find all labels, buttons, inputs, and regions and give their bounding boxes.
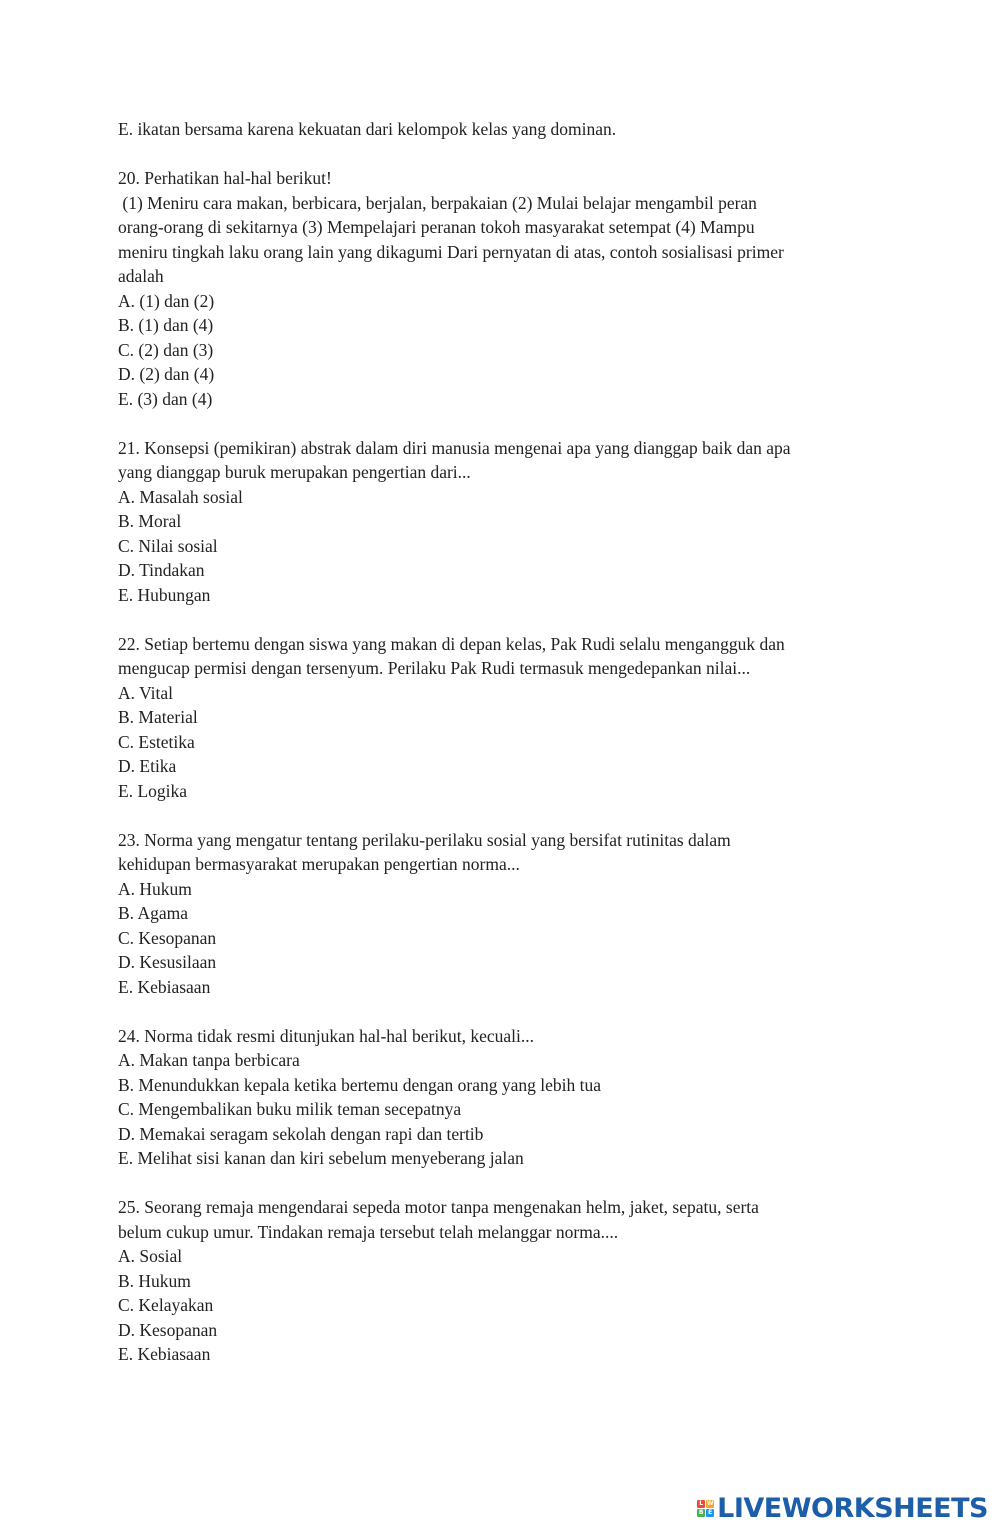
option-a[interactable]: A. Vital bbox=[118, 682, 174, 703]
question-text-line: meniru tingkah laku orang lain yang dikagumi Dari pernyatan di atas, contoh sosialisasi primer bbox=[118, 241, 784, 262]
logo-block: B bbox=[698, 1509, 704, 1516]
option-b[interactable]: B. Hukum bbox=[118, 1270, 191, 1291]
option-d[interactable]: D. Kesopanan bbox=[118, 1319, 218, 1340]
option-c[interactable]: C. Kesopanan bbox=[118, 927, 217, 948]
option-a[interactable]: A. Sosial bbox=[118, 1246, 183, 1266]
option-a[interactable]: A. Hukum bbox=[118, 878, 192, 899]
option-a[interactable]: A. (1) dan (2) bbox=[118, 290, 215, 311]
question-text-line: 24. Norma tidak resmi ditunjukan hal-hal berikut, kecuali... bbox=[118, 1025, 535, 1046]
question-text-line: adalah bbox=[118, 266, 164, 286]
option-a[interactable]: A. Makan tanpa berbicara bbox=[118, 1050, 300, 1070]
question-text-line: belum cukup umur. Tindakan remaja tersebut telah melanggar norma.... bbox=[118, 1221, 619, 1242]
question-text-line: 21. Konsepsi (pemikiran) abstrak dalam diri manusia mengenai apa yang dianggap baik dan apa bbox=[118, 437, 791, 458]
question-text-line: orang-orang di sekitarnya (3) Mempelajari peranan tokoh masyarakat setempat (4) Mampu bbox=[118, 217, 755, 237]
logo-block: W bbox=[706, 1500, 714, 1507]
option-d[interactable]: D. Tindakan bbox=[118, 560, 205, 580]
logo-text: LIVEWORKSHEETS bbox=[717, 1493, 988, 1524]
logo-block: L bbox=[697, 1500, 705, 1508]
option-b[interactable]: B. Material bbox=[118, 707, 198, 727]
question-text-line: (1) Meniru cara makan, berbicara, berjalan, berpakaian (2) Mulai belajar mengambil peran bbox=[118, 192, 757, 213]
question-24 bbox=[118, 1024, 888, 1171]
question-text-line: 22. Setiap bertemu dengan siswa yang makan di depan kelas, Pak Rudi selalu mengangguk dan bbox=[118, 633, 785, 654]
option-c[interactable]: C. Nilai sosial bbox=[118, 535, 218, 556]
option-e[interactable]: E. Hubungan bbox=[118, 584, 211, 605]
intro-block bbox=[118, 117, 888, 142]
option-b[interactable]: B. Agama bbox=[118, 903, 188, 923]
question-21 bbox=[118, 436, 888, 608]
question-text-line: 20. Perhatikan hal-hal berikut! bbox=[118, 168, 332, 188]
logo-blocks-icon bbox=[697, 1500, 714, 1517]
question-23 bbox=[118, 828, 888, 1000]
option-b[interactable]: B. Menundukkan kepala ketika bertemu dengan orang yang lebih tua bbox=[118, 1074, 602, 1095]
option-e[interactable]: E. Kebiasaan bbox=[118, 976, 211, 997]
option-e[interactable]: E. Melihat sisi kanan dan kiri sebelum menyeberang jalan bbox=[118, 1148, 524, 1168]
question-text-line: kehidupan bermasyarakat merupakan pengertian norma... bbox=[118, 854, 520, 874]
option-a[interactable]: A. Masalah sosial bbox=[118, 486, 243, 507]
option-e[interactable]: E. Logika bbox=[118, 780, 188, 801]
liveworksheets-logo[interactable] bbox=[697, 1493, 988, 1524]
option-e[interactable]: E. (3) dan (4) bbox=[118, 388, 213, 409]
option-e[interactable]: E. Kebiasaan bbox=[118, 1344, 211, 1364]
question-text-line: 23. Norma yang mengatur tentang perilaku-perilaku sosial yang bersifat rutinitas dalam bbox=[118, 829, 731, 850]
question-20 bbox=[118, 166, 888, 411]
option-b[interactable]: B. (1) dan (4) bbox=[118, 315, 214, 335]
option-d[interactable]: D. Etika bbox=[118, 756, 177, 776]
option-c[interactable]: C. Estetika bbox=[118, 731, 195, 752]
option-d[interactable]: D. Memakai seragam sekolah dengan rapi dan tertib bbox=[118, 1123, 484, 1144]
question-25 bbox=[118, 1195, 888, 1367]
option-d[interactable]: D. (2) dan (4) bbox=[118, 364, 215, 384]
option-c[interactable]: C. Kelayakan bbox=[118, 1295, 214, 1315]
worksheet-page bbox=[118, 117, 888, 1391]
option-c[interactable]: C. (2) dan (3) bbox=[118, 339, 214, 360]
intro-line: E. ikatan bersama karena kekuatan dari kelompok kelas yang dominan. bbox=[118, 119, 617, 139]
logo-block: E bbox=[708, 1509, 713, 1516]
question-22 bbox=[118, 632, 888, 804]
question-text-line: yang dianggap buruk merupakan pengertian dari... bbox=[118, 462, 471, 482]
question-text-line: 25. Seorang remaja mengendarai sepeda motor tanpa mengenakan helm, jaket, sepatu, serta bbox=[118, 1197, 759, 1217]
option-d[interactable]: D. Kesusilaan bbox=[118, 952, 217, 972]
option-c[interactable]: C. Mengembalikan buku milik teman secepatnya bbox=[118, 1099, 462, 1119]
question-text-line: mengucap permisi dengan tersenyum. Perilaku Pak Rudi termasuk mengedepankan nilai... bbox=[118, 658, 751, 678]
option-b[interactable]: B. Moral bbox=[118, 511, 182, 531]
